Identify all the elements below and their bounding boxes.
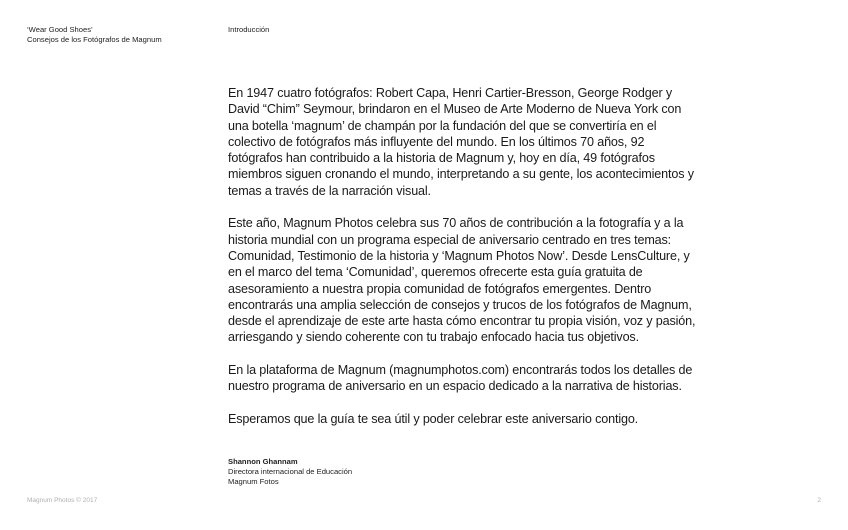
signature-block xyxy=(228,457,352,487)
document-title-block xyxy=(27,25,162,45)
signature-org: Magnum Fotos xyxy=(228,477,279,486)
paragraph: Esperamos que la guía te sea útil y poder celebrar este aniversario contigo. xyxy=(228,411,639,426)
paragraph: En 1947 cuatro fotógrafos: Robert Capa, Henri Cartier-Bresson, George Rodger y David “Chim” Seymour, brindaron en el Museo de Arte Moderno de Nueva York con una botella ‘magnum’ de champán por la fundación del que se convertiría en el colectivo de fotógrafos más influyente del mundo. En los últimos 70 años, 92 fotógrafos han contribuido a la historia de Magnum y, hoy en día, 49 fotógrafos miembros siguen cronando el mundo, interpretando a su gente, los acontecimientos y temas a través de la narración visual. xyxy=(228,86,694,198)
footer-copyright: Magnum Photos © 2017 xyxy=(27,497,98,504)
page-number: 2 xyxy=(817,497,821,504)
signature-name: Shannon Ghannam xyxy=(228,457,298,466)
signature-role: Directora internacional de Educación xyxy=(228,467,353,476)
section-title: Introducción xyxy=(228,25,270,34)
paragraph: Este año, Magnum Photos celebra sus 70 años de contribución a la fotografía y a la historia mundial con un programa especial de aniversario centrado en tres temas: Comunidad, Testimonio de la historia y ‘Magnum Photos Now’. Desde LensCulture, y en el marco del tema ‘Comunidad’, queremos ofrecerte esta guía gratuita de asesoramiento a nuestra propia comunidad de fotógrafos emergentes. Dentro encontrarás una amplia selección de consejos y trucos de los fotógrafos de Magnum, desde el aprendizaje de este arte hasta cómo encontrar tu propia visión, voz y pasión, arriesgando y siendo coherente con tu trabajo enfocado hacia tus objetivos. xyxy=(228,216,696,345)
body-text xyxy=(228,85,698,444)
paragraph: En la plataforma de Magnum (magnumphotos.com) encontrarás todos los detalles de nuestro programa de aniversario en un espacio dedicado a la narrativa de historias. xyxy=(228,363,693,394)
document-title: ‘Wear Good Shoes’ xyxy=(27,25,93,34)
document-subtitle: Consejos de los Fotógrafos de Magnum xyxy=(27,35,162,44)
